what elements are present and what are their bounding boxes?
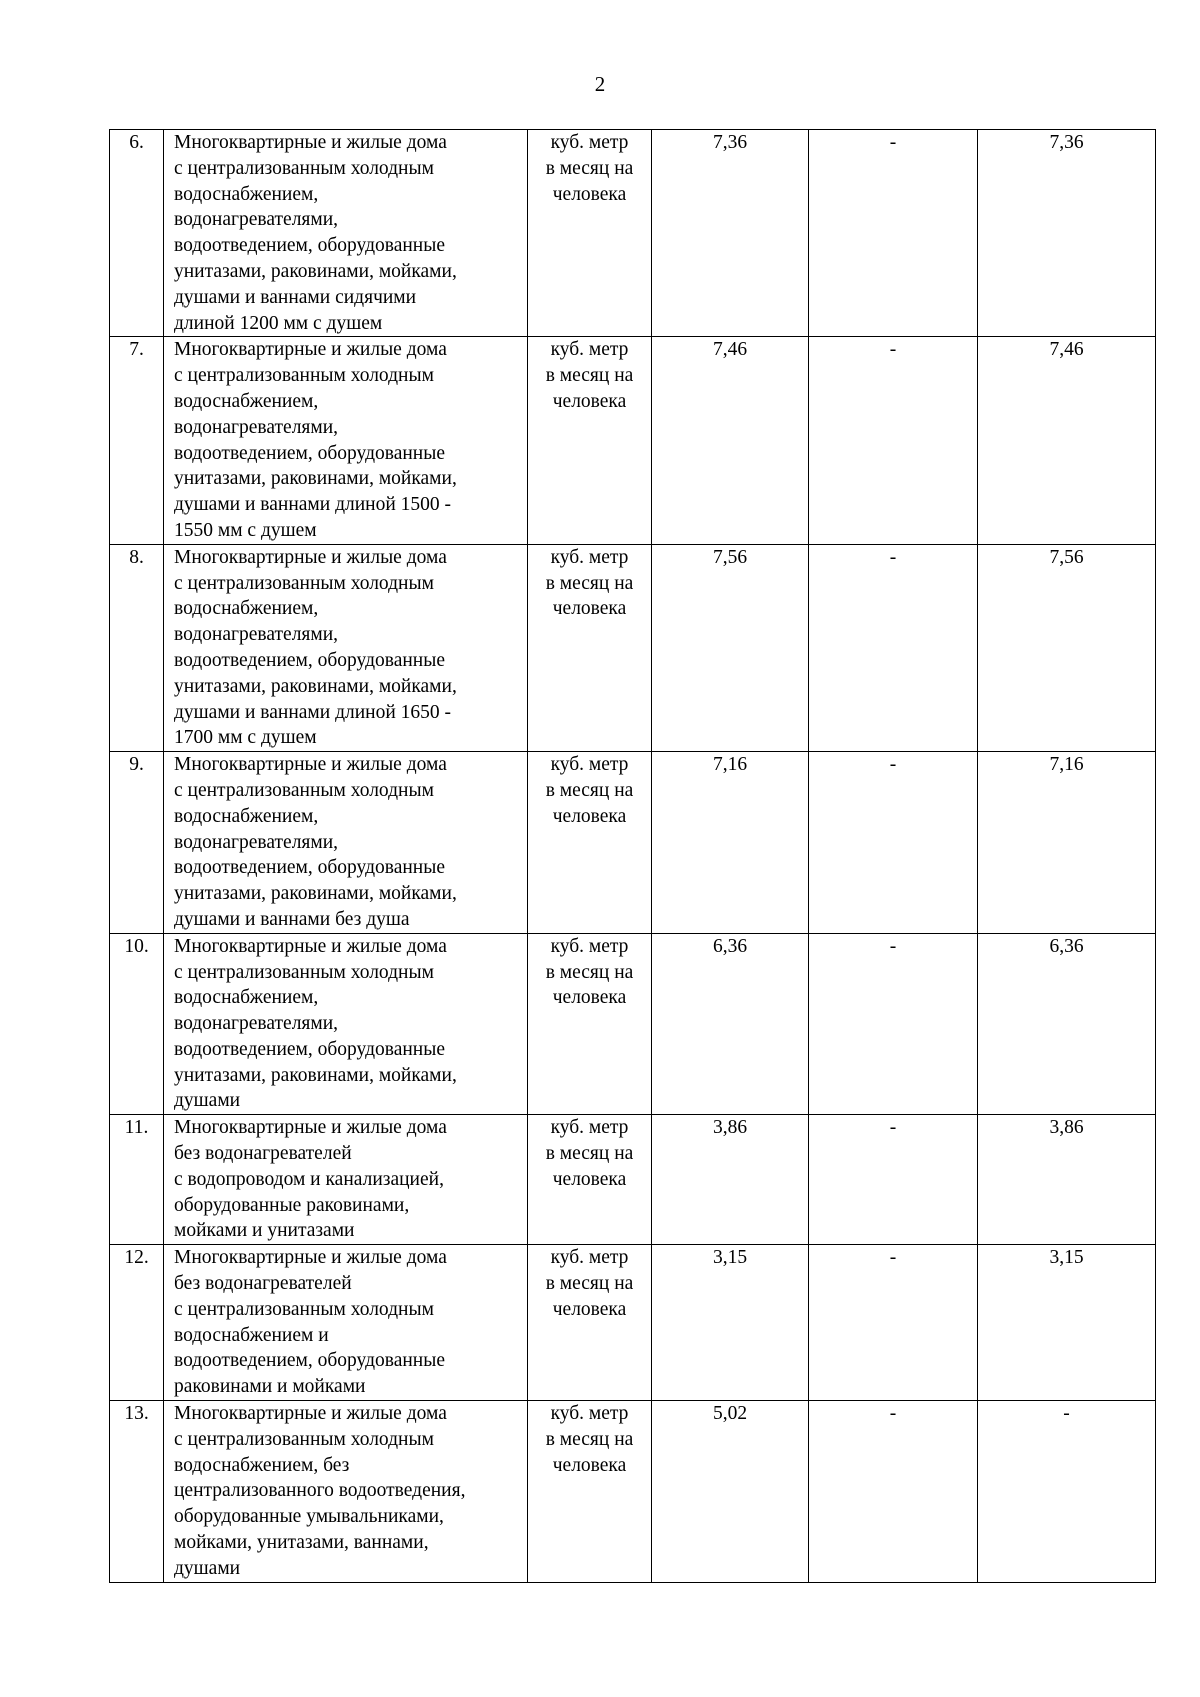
unit-of-measure xyxy=(528,1401,652,1583)
description-line: с централизованным холодным xyxy=(174,365,434,387)
description-line: централизованного водоотведения, xyxy=(174,1480,466,1502)
norm-value-2: - xyxy=(809,1245,978,1401)
norm-value-2: - xyxy=(809,337,978,544)
description-line: мойками, унитазами, ваннами, xyxy=(174,1532,429,1554)
description-line: с централизованным холодным xyxy=(174,572,434,594)
table-body xyxy=(110,130,1156,1583)
description-line: 1700 мм с душем xyxy=(174,727,317,749)
norm-value-1: 7,46 xyxy=(652,337,809,544)
building-description xyxy=(164,1115,528,1245)
description-line: раковинами и мойками xyxy=(174,1376,366,1398)
unit-line: куб. метр xyxy=(550,1247,629,1269)
description-line: оборудованные умывальниками, xyxy=(174,1506,444,1528)
norm-value-3: 7,16 xyxy=(978,752,1156,934)
norm-value-3: 7,46 xyxy=(978,337,1156,544)
table-row xyxy=(110,752,1156,934)
building-description xyxy=(164,1245,528,1401)
unit-line: в месяц на xyxy=(545,572,634,594)
description-line: оборудованные раковинами, xyxy=(174,1194,410,1216)
description-line: душами и ваннами длиной 1500 - xyxy=(174,494,452,516)
description-line: водонагревателями, xyxy=(174,416,339,438)
unit-line: человека xyxy=(552,1298,627,1320)
unit-line: человека xyxy=(552,183,627,205)
norm-value-2: - xyxy=(809,130,978,337)
description-line: без водонагревателей xyxy=(174,1273,352,1295)
row-number: 9. xyxy=(110,752,164,934)
norm-value-3: 3,15 xyxy=(978,1245,1156,1401)
description-line: 1550 мм с душем xyxy=(174,519,317,541)
description-line: Многоквартирные и жилые дома xyxy=(174,1247,447,1269)
table-row xyxy=(110,130,1156,337)
description-line: с централизованным холодным xyxy=(174,1428,434,1450)
description-line: водоотведением, оборудованные xyxy=(174,649,445,671)
description-line: душами и ваннами без душа xyxy=(174,908,410,930)
unit-line: куб. метр xyxy=(550,546,629,568)
norm-value-2: - xyxy=(809,1401,978,1583)
unit-line: человека xyxy=(552,987,627,1009)
description-line: душами xyxy=(174,1090,241,1112)
row-number: 13. xyxy=(110,1401,164,1583)
norm-value-3: - xyxy=(978,1401,1156,1583)
norm-value-2: - xyxy=(809,1115,978,1245)
description-line: водоотведением, оборудованные xyxy=(174,857,445,879)
unit-of-measure xyxy=(528,337,652,544)
description-line: без водонагревателей xyxy=(174,1143,352,1165)
norm-value-3: 7,36 xyxy=(978,130,1156,337)
norm-value-1: 5,02 xyxy=(652,1401,809,1583)
norm-value-3: 6,36 xyxy=(978,933,1156,1115)
norm-value-3: 7,56 xyxy=(978,544,1156,751)
unit-of-measure xyxy=(528,544,652,751)
description-line: унитазами, раковинами, мойками, xyxy=(174,675,457,697)
unit-line: человека xyxy=(552,1168,627,1190)
building-description xyxy=(164,1401,528,1583)
building-description xyxy=(164,337,528,544)
description-line: водоснабжением, без xyxy=(174,1454,350,1476)
description-line: с централизованным холодным xyxy=(174,961,434,983)
description-line: водоснабжением, xyxy=(174,390,319,412)
description-line: водоотведением, оборудованные xyxy=(174,235,445,257)
description-line: Многоквартирные и жилые дома xyxy=(174,935,447,957)
unit-line: в месяц на xyxy=(545,961,634,983)
unit-of-measure xyxy=(528,130,652,337)
unit-of-measure xyxy=(528,752,652,934)
description-line: водоотведением, оборудованные xyxy=(174,1038,445,1060)
table-row xyxy=(110,933,1156,1115)
table-row xyxy=(110,544,1156,751)
description-line: Многоквартирные и жилые дома xyxy=(174,132,447,153)
building-description xyxy=(164,130,528,337)
unit-line: куб. метр xyxy=(550,1403,629,1425)
norm-value-1: 3,15 xyxy=(652,1245,809,1401)
description-line: с централизованным холодным xyxy=(174,779,434,801)
row-number: 11. xyxy=(110,1115,164,1245)
description-line: душами и ваннами длиной 1650 - xyxy=(174,701,452,723)
description-line: водонагревателями, xyxy=(174,1013,339,1035)
description-line: унитазами, раковинами, мойками, xyxy=(174,260,457,282)
description-line: водонагревателями, xyxy=(174,831,339,853)
building-description xyxy=(164,752,528,934)
unit-line: человека xyxy=(552,805,627,827)
description-line: Многоквартирные и жилые дома xyxy=(174,1403,447,1425)
description-line: с водопроводом и канализацией, xyxy=(174,1168,444,1190)
description-line: водоснабжением и xyxy=(174,1324,329,1346)
norm-value-1: 7,56 xyxy=(652,544,809,751)
unit-of-measure xyxy=(528,933,652,1115)
description-line: водонагревателями, xyxy=(174,209,339,231)
description-line: водоснабжением, xyxy=(174,987,319,1009)
table-row xyxy=(110,1401,1156,1583)
description-line: водоснабжением, xyxy=(174,598,319,620)
description-line: Многоквартирные и жилые дома xyxy=(174,754,447,776)
norms-table xyxy=(109,129,1156,1583)
description-line: душами и ваннами сидячими xyxy=(174,286,417,308)
description-line: унитазами, раковинами, мойками, xyxy=(174,883,457,905)
norm-value-1: 7,16 xyxy=(652,752,809,934)
row-number: 10. xyxy=(110,933,164,1115)
description-line: водоснабжением, xyxy=(174,805,319,827)
unit-line: куб. метр xyxy=(550,754,629,776)
norm-value-1: 3,86 xyxy=(652,1115,809,1245)
unit-line: в месяц на xyxy=(545,1273,634,1295)
unit-line: в месяц на xyxy=(545,779,634,801)
norm-value-1: 7,36 xyxy=(652,130,809,337)
description-line: с централизованным холодным xyxy=(174,157,434,179)
row-number: 8. xyxy=(110,544,164,751)
table-row xyxy=(110,1115,1156,1245)
description-line: унитазами, раковинами, мойками, xyxy=(174,1064,457,1086)
unit-line: в месяц на xyxy=(545,157,634,179)
description-line: водоснабжением, xyxy=(174,183,319,205)
building-description xyxy=(164,933,528,1115)
unit-line: человека xyxy=(552,1454,627,1476)
unit-line: куб. метр xyxy=(550,1117,629,1139)
description-line: водоотведением, оборудованные xyxy=(174,1350,445,1372)
norm-value-2: - xyxy=(809,752,978,934)
unit-of-measure xyxy=(528,1115,652,1245)
unit-line: куб. метр xyxy=(550,935,629,957)
unit-of-measure xyxy=(528,1245,652,1401)
norm-value-2: - xyxy=(809,544,978,751)
unit-line: человека xyxy=(552,390,627,412)
description-line: Многоквартирные и жилые дома xyxy=(174,339,447,361)
unit-line: в месяц на xyxy=(545,1428,634,1450)
unit-line: в месяц на xyxy=(545,1143,634,1165)
description-line: мойками и унитазами xyxy=(174,1220,355,1242)
row-number: 6. xyxy=(110,130,164,337)
row-number: 7. xyxy=(110,337,164,544)
page-number: 2 xyxy=(594,72,606,96)
description-line: душами xyxy=(174,1557,241,1579)
unit-line: куб. метр xyxy=(550,132,629,153)
building-description xyxy=(164,544,528,751)
unit-line: в месяц на xyxy=(545,365,634,387)
table-row xyxy=(110,1245,1156,1401)
description-line: Многоквартирные и жилые дома xyxy=(174,1117,447,1139)
description-line: водоотведением, оборудованные xyxy=(174,442,445,464)
description-line: Многоквартирные и жилые дома xyxy=(174,546,447,568)
unit-line: куб. метр xyxy=(550,339,629,361)
unit-line: человека xyxy=(552,598,627,620)
description-line: водонагревателями, xyxy=(174,624,339,646)
description-line: длиной 1200 мм с душем xyxy=(174,312,383,334)
description-line: унитазами, раковинами, мойками, xyxy=(174,468,457,490)
norm-value-3: 3,86 xyxy=(978,1115,1156,1245)
norm-value-2: - xyxy=(809,933,978,1115)
row-number: 12. xyxy=(110,1245,164,1401)
table-row xyxy=(110,337,1156,544)
description-line: с централизованным холодным xyxy=(174,1298,434,1320)
norm-value-1: 6,36 xyxy=(652,933,809,1115)
